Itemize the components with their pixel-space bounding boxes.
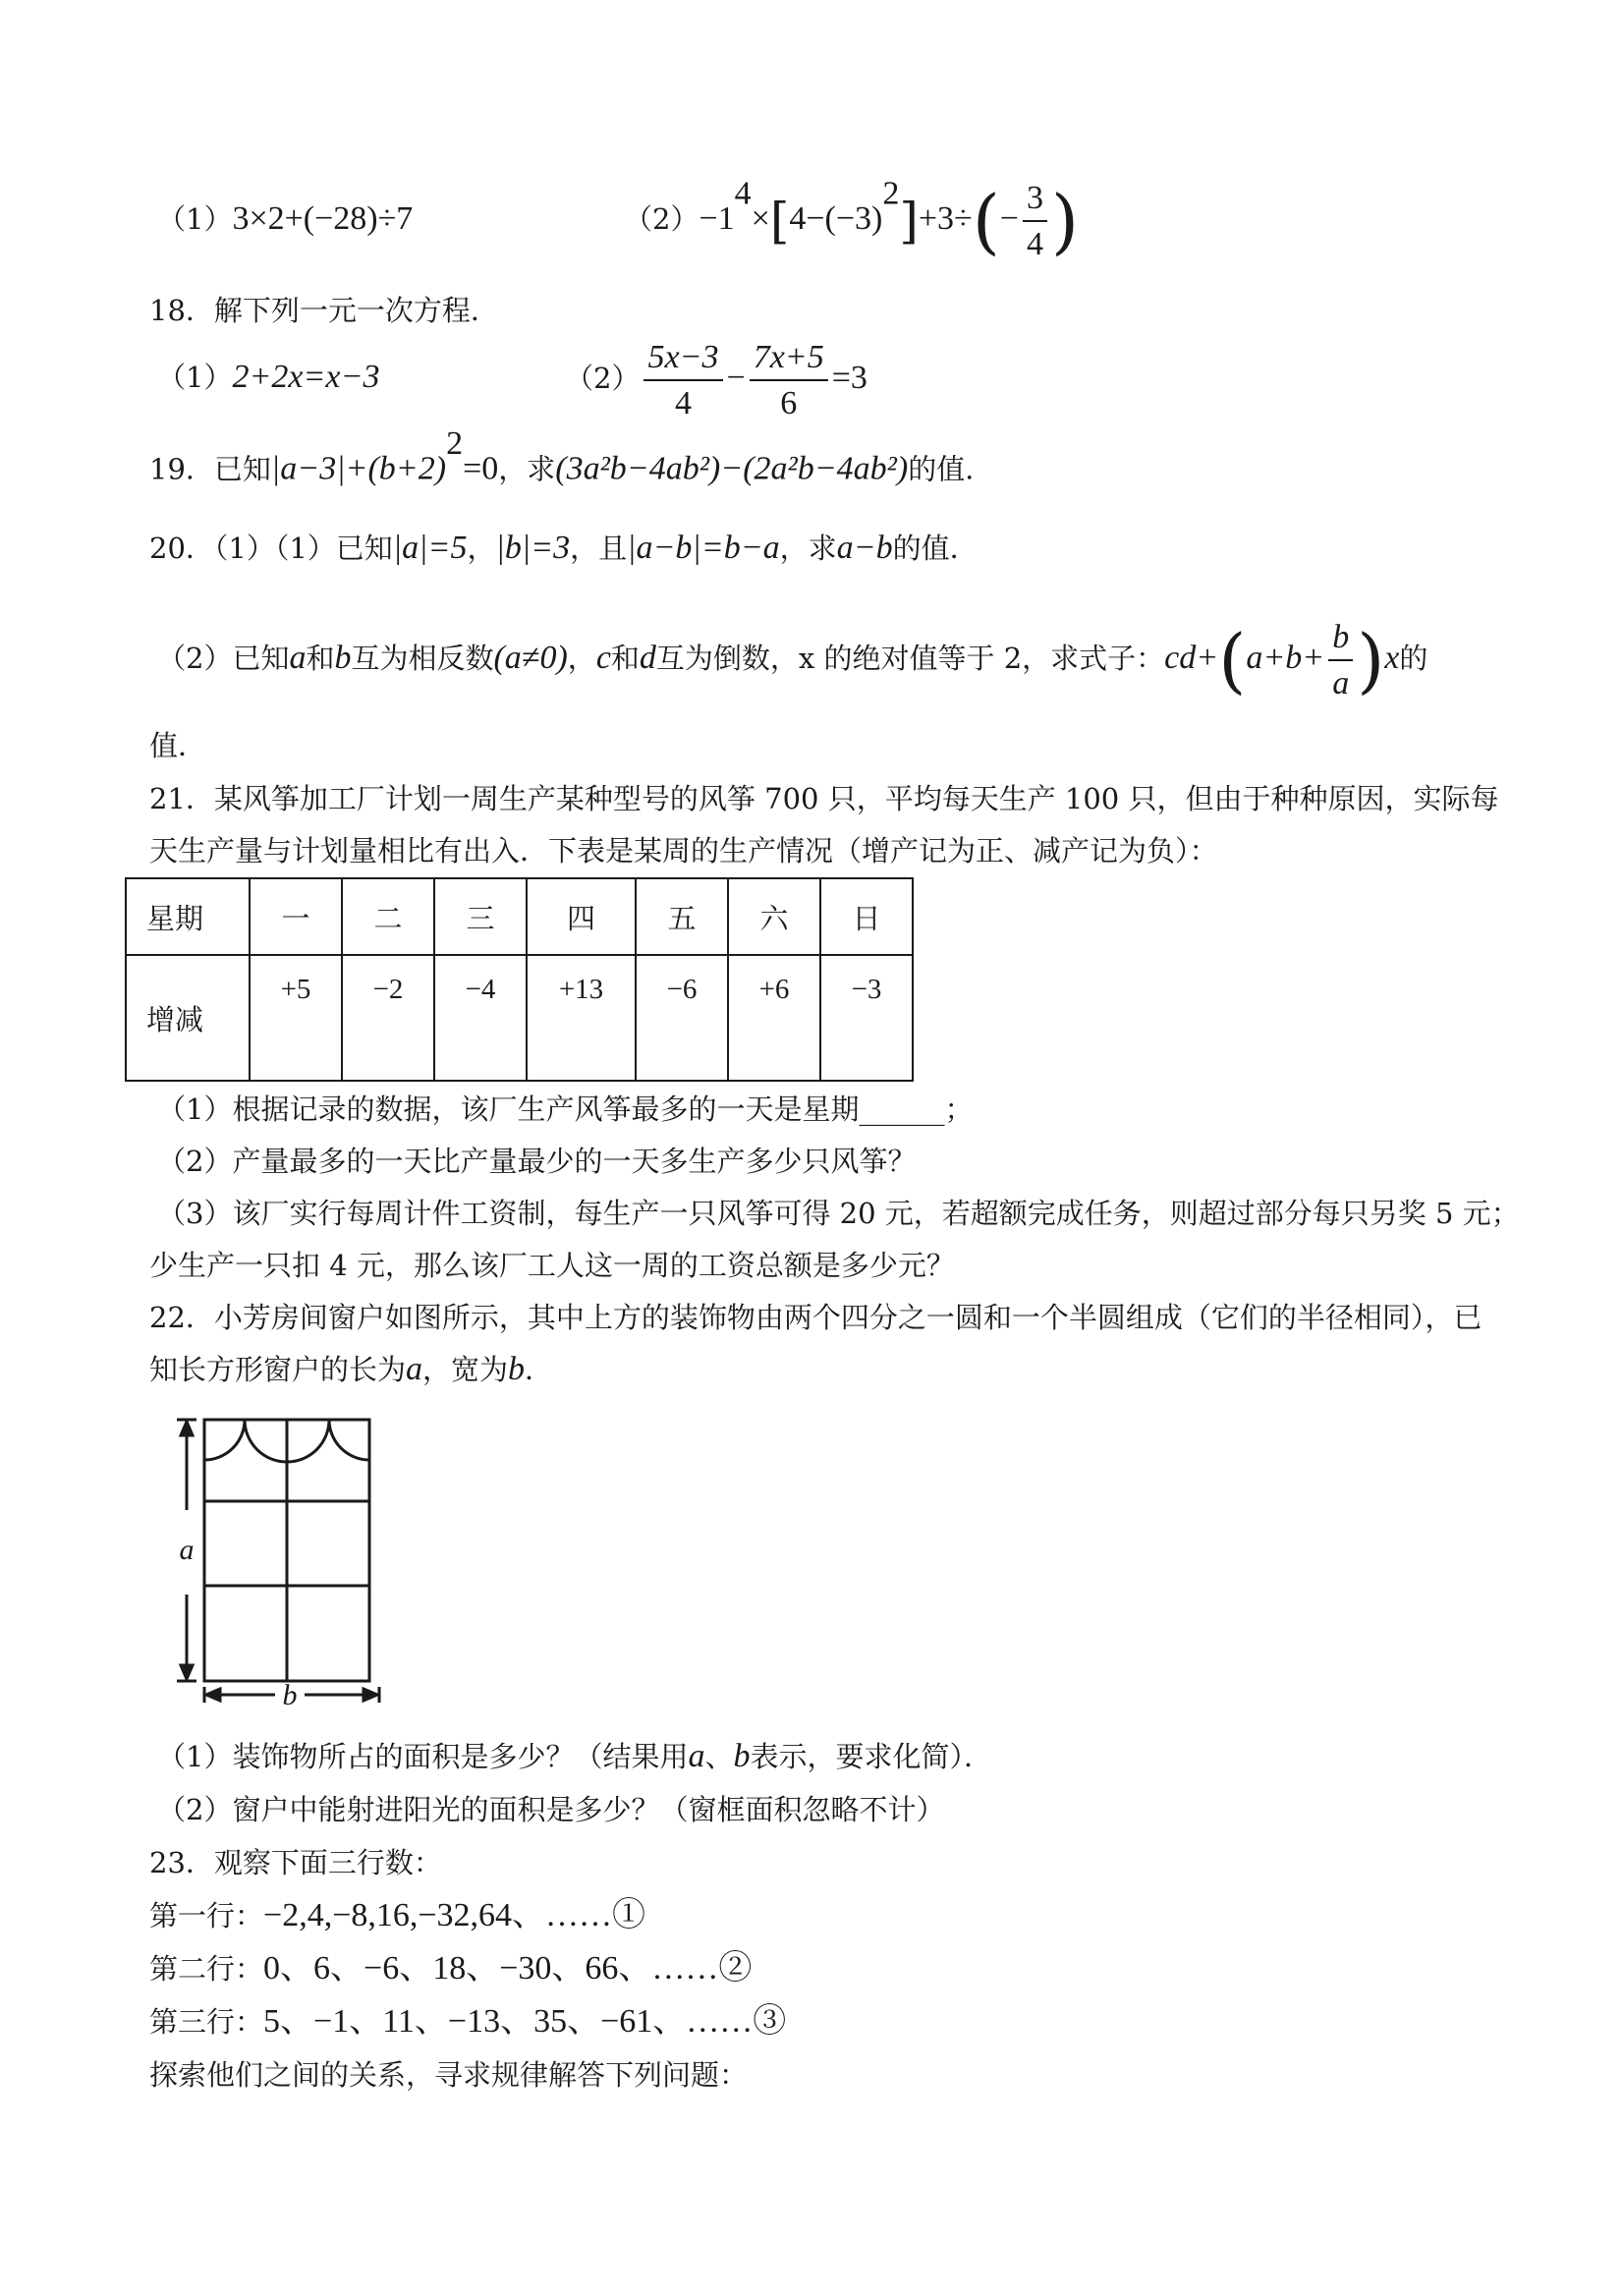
table-cell: −6 bbox=[636, 955, 728, 1081]
q21-sub2: （2）产量最多的一天比产量最少的一天多生产多少只风筝？ bbox=[157, 1145, 917, 1178]
table-header-weekday: 星期 bbox=[126, 878, 250, 955]
q17-part2: $(2)-1^4\times[4-(-3)^2]+3\div(-$ $\frac{3}{4}$ ) bbox=[624, 175, 1080, 262]
q17-fraction: $\frac{3}{4}$ bbox=[1023, 180, 1047, 263]
q21-sub3-line1: （3）该厂实行每周计件工资制，每生产一只风筝可得 20 元，若超额完成任务，则超过部分每只另奖 5 元； bbox=[157, 1197, 1520, 1230]
dimension-a-label: a bbox=[179, 1534, 195, 1566]
table-cell: +6 bbox=[728, 955, 820, 1081]
q21-sub3-line2: 少生产一只扣 4 元，那么该厂工人这一周的工资总额是多少元？ bbox=[149, 1249, 955, 1282]
q22-line1: 22．小芳房间窗户如图所示，其中上方的装饰物由两个四分之一圆和一个半圆组成（它们的半径相同），已 bbox=[149, 1301, 1483, 1334]
table-cell: 四 bbox=[527, 878, 636, 955]
table-row bbox=[126, 955, 913, 1081]
table-cell: 六 bbox=[728, 878, 820, 955]
q18-title: 18．解下列一元一次方程． bbox=[149, 294, 499, 327]
q22-sub1: （1）装饰物所占的面积是多少？（结果用a、b表示，要求化简）． bbox=[157, 1738, 992, 1774]
table-cell: −4 bbox=[434, 955, 527, 1081]
q21-line1: 21．某风筝加工厂计划一周生产某种型号的风筝 700 只，平均每天生产 100 只，但由于种种原因，实际每 bbox=[149, 782, 1499, 815]
table-cell: 日 bbox=[820, 878, 913, 955]
q23-title: 23．观察下面三行数： bbox=[149, 1846, 442, 1879]
q20-part2: （2）已知a和b互为相反数(a≠0)，c和d互为倒数，x 的绝对值等于 2，求式子：cd+(a+b+ $\frac{b}{a}$ )x的 bbox=[157, 618, 1428, 701]
q18-part1-expression: 2+2x=x−3 bbox=[232, 359, 380, 395]
q21-sub1: （1）根据记录的数据，该厂生产风筝最多的一天是星期______； bbox=[157, 1092, 974, 1126]
q23-footer: 探索他们之间的关系，寻求规律解答下列问题： bbox=[149, 2058, 749, 2092]
q21-line2: 天生产量与计划量相比有出入．下表是某周的生产情况（增产记为正、减产记为负）： bbox=[149, 834, 1218, 868]
window-frame bbox=[204, 1420, 369, 1681]
window-figure bbox=[167, 1400, 403, 1705]
q22-sub2: （2）窗户中能射进阳光的面积是多少？（窗框面积忽略不计） bbox=[157, 1793, 945, 1826]
table-row bbox=[126, 878, 913, 955]
q20-part1: 20．（1）（1）已知|a|=5，|b|=3，且|a−b|=b−a，求a−b的值． bbox=[149, 530, 979, 566]
table-cell: −2 bbox=[342, 955, 434, 1081]
table-cell: −3 bbox=[820, 955, 913, 1081]
q19: 19．已知$|a-3|+(b+2)^2=0$，求(3a²b−4ab²)−(2a²b−4ab²)的值． bbox=[149, 425, 994, 487]
q20-line3: 值． bbox=[149, 729, 207, 762]
production-table bbox=[125, 877, 914, 1082]
dimension-b-label: b bbox=[282, 1679, 298, 1705]
table-cell: +13 bbox=[527, 955, 636, 1081]
q18-part1: （1）2+2x=x−3 bbox=[157, 359, 380, 395]
q18-part2: （2） $\frac{5x-3}{4}$ − $\frac{7x+5}{6}$ =3 bbox=[565, 338, 867, 421]
table-cell: 三 bbox=[434, 878, 527, 955]
q22-line2: 知长方形窗户的长为a，宽为b． bbox=[149, 1351, 554, 1387]
table-cell: 五 bbox=[636, 878, 728, 955]
table-cell: +5 bbox=[250, 955, 342, 1081]
table-header-change: 增减 bbox=[126, 955, 250, 1081]
q17-part1: （1）3×2+(−28)÷7 bbox=[157, 200, 414, 237]
q23-row2: 第二行：0、6、−6、18、−30、66、……② bbox=[149, 1950, 753, 1987]
q17-part1-expression: 3×2+(−28)÷7 bbox=[232, 200, 414, 237]
table-cell: 二 bbox=[342, 878, 434, 955]
table-cell: 一 bbox=[250, 878, 342, 955]
q23-row3: 第三行：5、−1、11、−13、35、−61、……③ bbox=[149, 2003, 787, 2040]
q23-row1: 第一行：−2,4,−8,16,−32,64、……① bbox=[149, 1897, 646, 1933]
